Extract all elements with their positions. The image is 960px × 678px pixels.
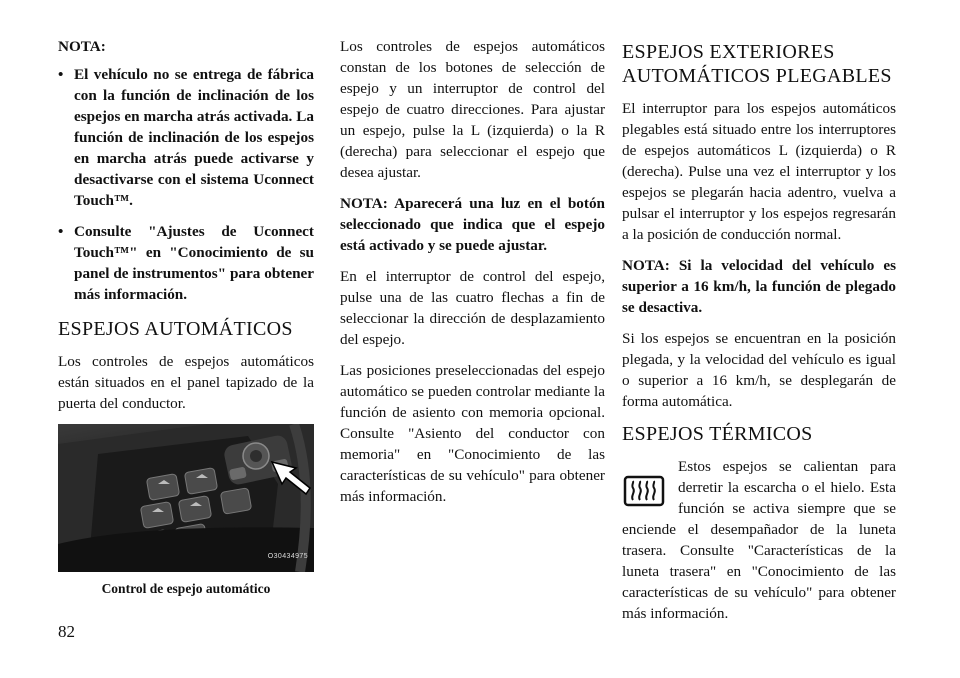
note-folding-speed: NOTA: Si la velocidad del vehículo es superior a 16 km/h, la función de plegado se desactiva.: [622, 257, 896, 316]
note-bullet-list: [58, 64, 314, 305]
rear-defrost-icon: [622, 474, 666, 508]
heading-espejos-plegables: [622, 40, 896, 88]
note-bullet-2: • Consulte "Ajustes de Uconnect Touch™" en "Conocimiento de su panel de instrumentos" para obtener más información.: [58, 221, 314, 305]
figure-mirror-control: [58, 424, 314, 599]
paragraph-auto-unfold: Si los espejos se encuentran en la posición plegada, y la velocidad del vehículo es igual o superior a 16 km/h, se desplegarán de forma automática.: [622, 330, 896, 410]
paragraph-controls-description: Los controles de espejos automáticos constan de los botones de selección de espejo y un interruptor de control del espejo de cuatro direcciones. Para ajustar un espejo, pulse la L (izquierda) o la R (derecha) para seleccionar el espejo que desea ajustar.: [340, 38, 605, 181]
paragraph-controls-location: Los controles de espejos automáticos están situados en el panel tapizado de la puerta del conductor.: [58, 353, 314, 412]
note-label: NOTA:: [58, 38, 106, 55]
photo-door-panel: [58, 424, 314, 572]
figure-code: O30434975: [267, 553, 308, 560]
note-light-indicator: NOTA: Aparecerá una luz en el botón seleccionado que indica que el espejo está activado y se puede ajustar.: [340, 195, 605, 254]
column-left: [58, 36, 314, 599]
page-number: 82: [58, 622, 75, 641]
heading-line-1: ESPEJOS EXTERIORES: [622, 41, 835, 63]
column-right: [622, 36, 896, 634]
heading-espejos-automaticos: ESPEJOS AUTOMÁTICOS: [58, 318, 293, 340]
note-bullet-1: • El vehículo no se entrega de fábrica con la función de inclinación de los espejos en marcha atrás activada. La función de inclinación de los espejos en marcha atrás puede activarse y desactivarse con el sistema Uconnect Touch™.: [58, 64, 314, 211]
heading-espejos-termicos: ESPEJOS TÉRMICOS: [622, 423, 813, 445]
paragraph-memory-positions: Las posiciones preseleccionadas del espejo automático se pueden controlar mediante la función de asiento con memoria opcional. Consulte "Asiento del conductor con memoria" en "Conocimiento de las características de su vehículo" para obtener más información.: [340, 362, 605, 505]
heading-line-2: AUTOMÁTICOS PLEGABLES: [622, 65, 892, 87]
paragraph-folding-switch: El interruptor para los espejos automáticos plegables está situado entre los interruptores de espejos automáticos L (izquierda) o R (derecha). Pulse una vez el interruptor y los espejos se plegarán hacia adentro, vuelva a pulsar el interruptor y los espejos regresarán a la posición de conducción normal.: [622, 100, 896, 243]
paragraph-heated-mirrors: Estos espejos se calientan para derretir la escarcha o el hielo. Esta función se activa siempre que se enciende el desempañador de la luneta trasera. Consulte "Características de la luneta trasera" en "Conocimiento de las características de su vehículo" para obtener más información.: [622, 458, 896, 622]
figure-caption: Control de espejo automático: [101, 581, 271, 596]
column-middle: [340, 36, 605, 517]
heated-mirrors-block: [622, 456, 896, 634]
paragraph-arrow-selection: En el interruptor de control del espejo, pulse una de las cuatro flechas a fin de seleccionar la dirección de desplazamiento del espejo.: [340, 268, 605, 348]
